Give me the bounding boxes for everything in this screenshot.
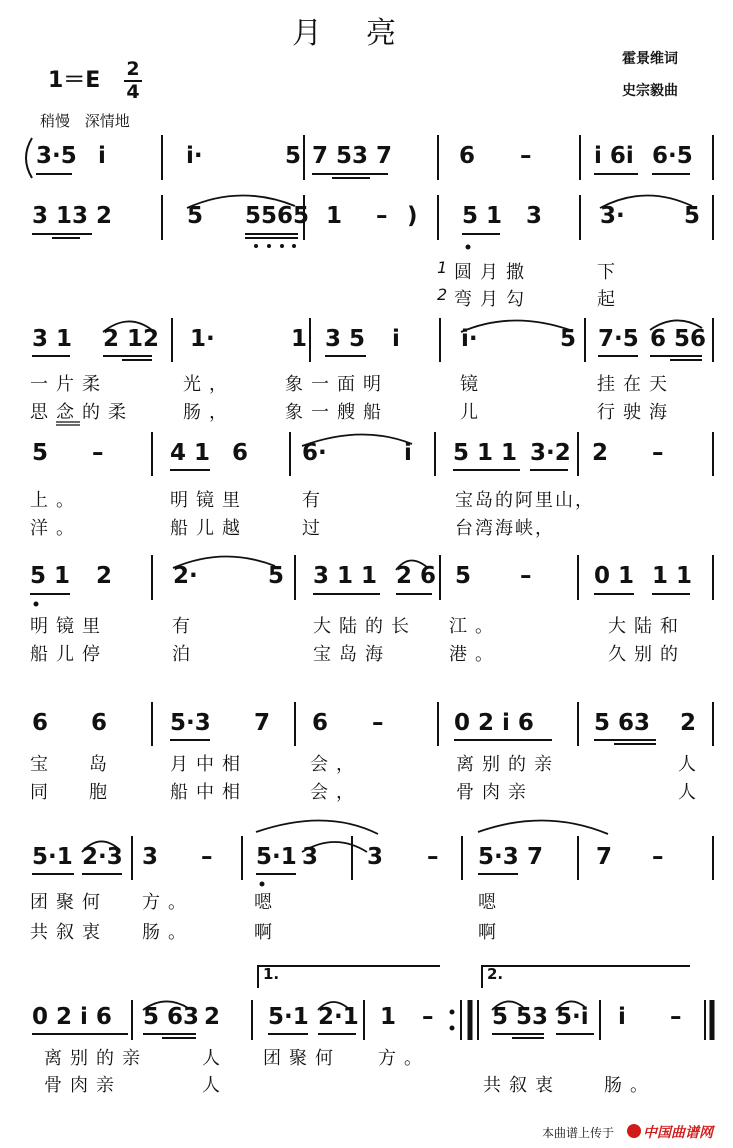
note-group: 2 [204,1004,221,1030]
lyric-text: 象一艘船 [285,402,389,423]
note-group: 3 13 2 [32,203,113,229]
lyric-text: 行驶海 [597,402,675,423]
note-group: 5·1 [256,844,297,870]
lyric-text: 离别的亲 [44,1048,148,1069]
tie [556,1001,586,1010]
lyric-text: 人 [678,754,704,775]
octave-dot [267,244,271,248]
verse-number: 2 [437,285,448,304]
lyric-text: 骨肉亲 [44,1075,122,1096]
lyric-text: 台湾海峡， [455,518,555,539]
lyric-text: 宝 [30,754,56,775]
time-signature-bottom: 4 [126,81,140,103]
site-logo-mark [627,1124,641,1138]
octave-dot [280,244,284,248]
note-group: 5 [32,440,49,466]
lyric-text: 共叙衷 [30,922,108,943]
note-group: 5·1 [268,1004,309,1030]
lyric-text: 下 [597,262,623,283]
octave-dot [260,882,265,887]
note-group: 2 12 [103,326,160,352]
note-group: 5565 [245,203,310,229]
lyric-text: 镜 [460,374,486,395]
note-group: 6 56 [650,326,707,352]
note-group: – [422,1004,434,1030]
note-group: 5 [560,326,577,352]
note-group: 5·3 [170,710,211,736]
note-group: 0 2 i 6 [32,1004,112,1030]
lyric-text: 骨肉亲 [456,782,534,803]
note-group: 3 1 1 [313,563,378,589]
octave-dot [34,602,39,607]
lyric-text: 同 [30,782,56,803]
tie [103,321,152,332]
lyric-text: 宝岛的阿里山， [455,490,595,511]
note-group: 7·5 [598,326,639,352]
note-group: 1 [291,326,308,352]
note-group: 6 [312,710,329,736]
tie [302,842,367,852]
note-group: – [427,844,439,870]
footer-upload-note: 本曲谱上传于 [542,1126,615,1140]
lyric-text: 一片柔 [30,374,108,395]
note-group: – [520,143,532,169]
intro-paren [26,138,32,178]
note-group: 6· [302,440,327,466]
note-group: i· [461,326,478,352]
lyric-text: 会， [310,782,362,803]
lyric-text: 会， [310,754,362,775]
note-group: 6 [459,143,476,169]
note-group: 5 63 [594,710,651,736]
lyric-text: 岛 [89,754,115,775]
note-group: 3 1 [32,326,73,352]
note-group: 7 [527,844,544,870]
note-group: 3 5 [325,326,366,352]
note-group: 5·1 [32,844,73,870]
lyric-text: 共叙衷 [483,1075,561,1096]
tie [256,820,378,834]
lyricist-credit: 霍景维词 [622,51,678,67]
note-group: 3 [142,844,159,870]
tie [318,1002,350,1010]
lyric-text: 圆月撒 [454,262,532,283]
lyric-text: 江。 [449,616,501,637]
volta-second-bracket [482,966,690,988]
tie [173,556,275,568]
note-group: – [652,440,664,466]
lyric-text: 弯月勾 [454,289,532,310]
composer-credit: 史宗毅曲 [622,83,678,99]
note-group: 7 53 7 [312,143,393,169]
note-group: 1 [380,1004,397,1030]
key-signature: 1＝E [48,68,101,93]
note-group: 2 [592,440,609,466]
note-group: 5·i [556,1004,589,1030]
note-group: 5 [285,143,302,169]
tie [461,320,570,332]
octave-dot [466,245,471,250]
lyric-text: 嗯 [254,892,280,913]
repeat-dot [450,1026,455,1031]
lyric-text: 宝岛海 [313,644,391,665]
note-group: ) [407,203,418,229]
lyric-text: 胞 [89,782,115,803]
lyric-text: 啊 [254,922,280,943]
note-group: 3·2 [530,440,571,466]
note-group: 3 [302,844,319,870]
song-title: 月亮 [292,16,440,51]
time-signature-top: 2 [126,58,140,80]
note-group: – [372,710,384,736]
tie [650,320,702,330]
note-group: i [98,143,106,169]
tie [478,820,608,834]
lyric-text: 洋。 [30,518,82,539]
note-group: 2 [96,563,113,589]
note-group: i [618,1004,626,1030]
lyric-text: 儿 [460,402,486,423]
note-group: i· [186,143,203,169]
note-group: i [404,440,412,466]
tie [492,1001,524,1010]
note-group: – [670,1004,682,1030]
note-group: 5 1 1 [453,440,518,466]
volta-first-label: 1. [263,965,280,983]
lyric-text: 肠， [183,402,235,423]
lyric-text: 嗯 [478,892,504,913]
octave-dot [292,244,296,248]
lyric-text: 肠。 [604,1075,656,1096]
lyric-text: 人 [678,782,704,803]
note-group: i [392,326,400,352]
note-group: 3·5 [36,143,77,169]
tempo-marking: 稍慢 深情地 [40,112,130,130]
note-group: 3· [600,203,625,229]
lyric-text: 港。 [449,644,501,665]
note-group: 6 [91,710,108,736]
note-group: 0 1 [594,563,635,589]
lyric-text: 人 [202,1048,228,1069]
note-group: 0 2 i 6 [454,710,534,736]
tie [600,195,692,208]
note-group: 1· [190,326,215,352]
lyric-text: 月中相 [170,754,248,775]
note-group: 3 [367,844,384,870]
note-group: – [652,844,664,870]
tie [187,195,295,208]
lyric-text: 肠。 [142,922,194,943]
note-group: 2 6 [396,563,437,589]
lyric-text: 有 [302,490,328,511]
octave-dot [254,244,258,248]
note-group: 5 53 [492,1004,549,1030]
lyric-text: 大陆的长 [313,616,417,637]
lyric-text: 船儿停 [30,644,108,665]
note-group: 5·3 [478,844,519,870]
lyric-text: 团聚何 [30,892,108,913]
volta-first-bracket [258,966,440,988]
lyric-text: 船中相 [170,782,248,803]
note-group: 4 1 [170,440,211,466]
note-group: 5 [455,563,472,589]
lyric-text: 挂在天 [597,374,675,395]
note-group: 1 1 [652,563,693,589]
verse-number: 1 [437,258,448,277]
tie [82,841,120,852]
note-group: 7 [596,844,613,870]
note-group: 2·3 [82,844,123,870]
note-group: 2·1 [318,1004,359,1030]
lyric-text: 象一面明 [285,374,389,395]
footer-site-name: 中国曲谱网 [643,1125,713,1141]
note-group: – [201,844,213,870]
note-group: 5 [187,203,204,229]
note-group: 5 1 [30,563,71,589]
note-group: 6·5 [652,143,693,169]
note-group: 1 [326,203,343,229]
lyric-text: 上。 [30,490,82,511]
lyric-text: 方。 [378,1048,430,1069]
lyric-text: 过 [302,518,328,539]
lyric-text: 明镜里 [30,616,108,637]
note-group: 2 [680,710,697,736]
note-group: – [376,203,388,229]
note-group: 3 [526,203,543,229]
lyric-text: 方。 [142,892,194,913]
note-group: i 6i [594,143,634,169]
repeat-dot [450,1010,455,1015]
note-group: 6 [32,710,49,736]
lyric-text: 啊 [478,922,504,943]
lyric-text: 思念的柔 [30,402,134,423]
note-group: 5 [268,563,285,589]
tie [396,560,428,570]
lyric-text: 光， [183,374,235,395]
note-group: 7 [254,710,271,736]
lyric-text: 有 [172,616,198,637]
lyric-text: 起 [597,289,623,310]
note-group: – [520,563,532,589]
note-group: 5 1 [462,203,503,229]
note-group: 5 [684,203,701,229]
lyric-text: 离别的亲 [456,754,560,775]
lyric-text: 久别的 [608,644,686,665]
lyric-text: 人 [202,1075,228,1096]
note-group: – [92,440,104,466]
note-group: 5 63 [143,1004,200,1030]
volta-second-label: 2. [487,965,504,983]
tie [302,434,412,446]
note-group: 6 [232,440,249,466]
lyric-text: 船儿越 [170,518,248,539]
lyric-text: 大陆和 [608,616,686,637]
lyric-text: 泊 [172,644,198,665]
lyric-text: 团聚何 [263,1048,341,1069]
lyric-text: 明镜里 [170,490,248,511]
note-group: 2· [173,563,198,589]
tie [143,1001,188,1010]
